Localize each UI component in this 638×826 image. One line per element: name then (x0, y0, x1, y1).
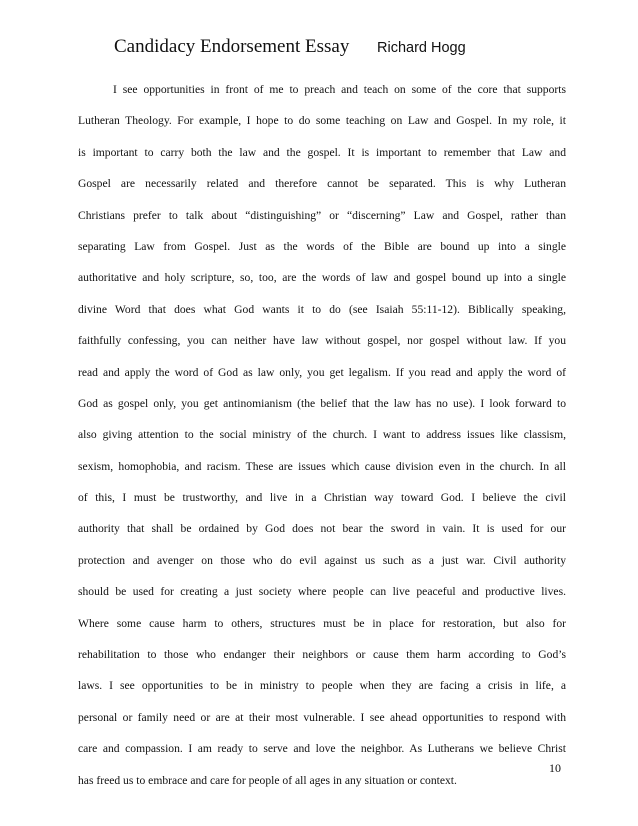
essay-body (78, 74, 566, 796)
body-line: Christians prefer to talk about “distinguishing” or “discerning” Law and Gospel, rather than (78, 208, 566, 222)
author-name: Richard Hogg (377, 40, 466, 56)
essay-title: Candidacy Endorsement Essay (114, 36, 350, 57)
body-line: should be used for creating a just society where people can live peaceful and productive lives. (78, 585, 566, 599)
body-line: Gospel are necessarily related and therefore cannot be separated. This is why Lutheran (78, 177, 566, 191)
body-line: faithfully confessing, you can neither have law without gospel, nor gospel without law. If you (78, 334, 566, 348)
body-line: of this, I must be trustworthy, and live in a Christian way toward God. I believe the civil (78, 491, 566, 505)
body-line: I see opportunities in front of me to preach and teach on some of the core that supports (113, 83, 566, 96)
body-line: divine Word that does what God wants it to do (see Isaiah 55:11-12). Biblically speaking, (78, 302, 566, 316)
body-line: also giving attention to the social ministry of the church. I want to address issues like classism, (78, 428, 566, 442)
body-line: laws. I see opportunities to be in ministry to people when they are facing a crisis in life, a (78, 679, 566, 693)
body-line: has freed us to embrace and care for people of all ages in any situation or context. (78, 773, 457, 787)
body-line: care and compassion. I am ready to serve and love the neighbor. As Lutherans we believe Christ (78, 742, 566, 756)
body-line: Lutheran Theology. For example, I hope to do some teaching on Law and Gospel. In my role, it (78, 114, 566, 128)
page-number: 10 (549, 761, 561, 775)
body-line: is important to carry both the law and the gospel. It is important to remember that Law and (78, 145, 566, 159)
body-line: personal or family need or are at their most vulnerable. I see ahead opportunities to respond with (78, 710, 566, 724)
body-line: separating Law from Gospel. Just as the words of the Bible are bound up into a single (78, 239, 566, 253)
page-header (114, 34, 594, 64)
body-line: rehabilitation to those who endanger their neighbors or cause them harm according to God’s (78, 648, 566, 662)
body-line: God as gospel only, you get antinomianism (the belief that the law has no use). I look forward to (78, 396, 566, 410)
body-line: protection and avenger on those who do evil against us such as a just war. Civil authority (78, 553, 566, 567)
body-line: authoritative and holy scripture, so, too, are the words of law and gospel bound up into a single (78, 271, 566, 285)
body-line: Where some cause harm to others, structures must be in place for restoration, but also for (78, 616, 566, 630)
body-line: sexism, homophobia, and racism. These are issues which cause division even in the church. In all (78, 459, 566, 473)
body-line: authority that shall be ordained by God does not bear the sword in vain. It is used for our (78, 522, 566, 536)
body-line: read and apply the word of God as law only, you get legalism. If you read and apply the word of (78, 365, 566, 379)
